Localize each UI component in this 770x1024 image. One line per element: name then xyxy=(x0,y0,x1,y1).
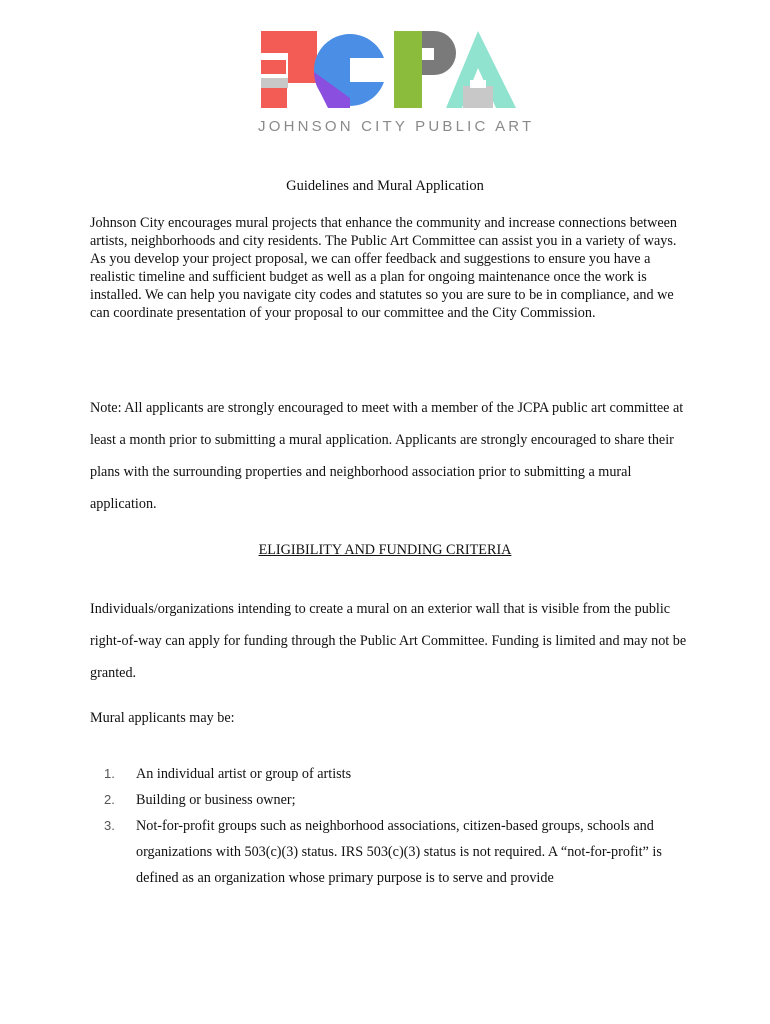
document-title: Guidelines and Mural Application xyxy=(286,178,484,194)
intro-paragraph: Johnson City encourages mural projects that enhance the community and increase connections between artists, neighborhoods and city residents. The Public Art Committee can assist you in a variety of ways. As you develop your project proposal, we can offer feedback and suggestions to ensure you have a realistic timeline and sufficient budget as well as a plan for ongoing maintenance once the work is installed. We can help you navigate city codes and statutes so you are sure to be in compliance, and we can coordinate presentation of your proposal to our committee and the City Commission. xyxy=(90,215,678,321)
jcpa-logo xyxy=(258,28,535,138)
eligibility-paragraph: Individuals/organizations intending to create a mural on an exterior wall that is visible from the public right-of-way can apply for funding through the Public Art Committee. Funding is limited and may not be granted. xyxy=(90,601,687,681)
list-item xyxy=(90,813,690,891)
list-number: 3. xyxy=(104,818,115,833)
list-item xyxy=(90,787,690,813)
logo-caption: JOHNSON CITY PUBLIC ART xyxy=(258,118,535,135)
applicants-intro: Mural applicants may be: xyxy=(90,710,235,726)
list-item-text: An individual artist or group of artists xyxy=(136,766,352,782)
list-item-text: Not-for-profit groups such as neighborhood associations, citizen-based groups, schools and organizations with 503(c)(3) status. IRS 503(c)(3) status is not required. A “not-for-profit” is defined as an organization whose primary purpose is to serve and provide xyxy=(136,818,662,886)
list-item xyxy=(90,761,690,787)
jcpa-logo-mark xyxy=(258,28,520,112)
eligibility-heading: ELIGIBILITY AND FUNDING CRITERIA xyxy=(258,542,512,558)
note-paragraph: Note: All applicants are strongly encouraged to meet with a member of the JCPA public art committee at least a month prior to submitting a mural application. Applicants are strongly encouraged to share their plans with the surrounding properties and neighborhood association prior to submitting a mural application. xyxy=(90,400,684,512)
applicants-list xyxy=(90,761,690,891)
list-number: 1. xyxy=(104,766,115,781)
list-number: 2. xyxy=(104,792,115,807)
list-item-text: Building or business owner; xyxy=(136,792,296,808)
